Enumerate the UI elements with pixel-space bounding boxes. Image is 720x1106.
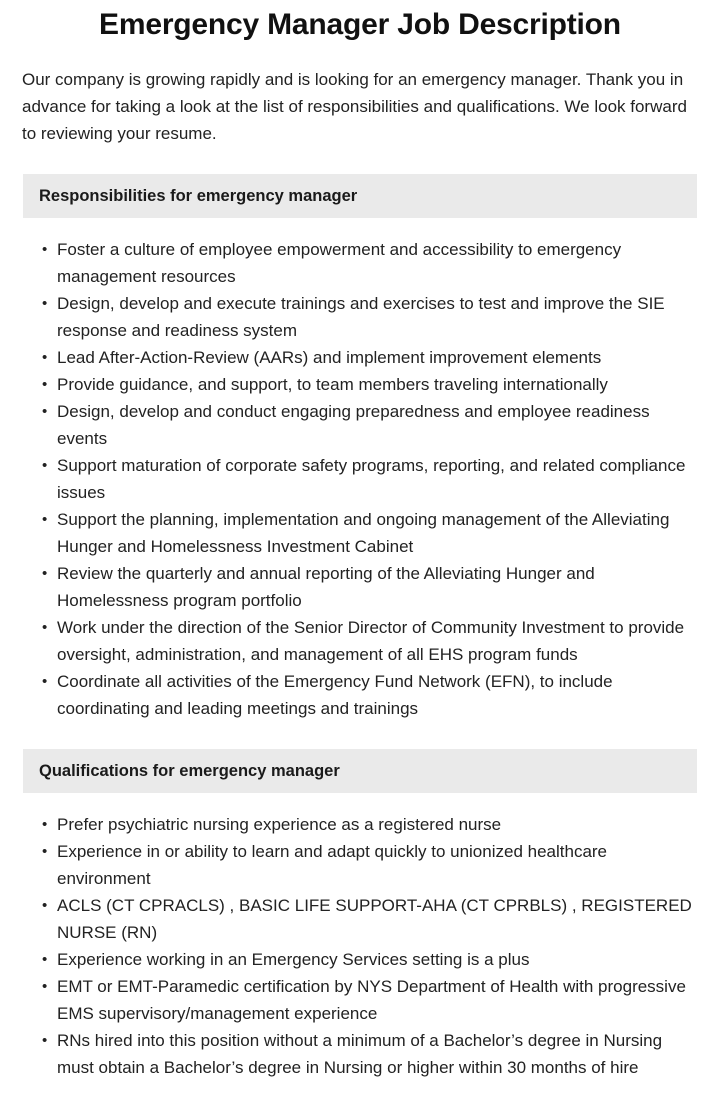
list-item: • Design, develop and execute trainings and exercises to test and improve the SIE response and readiness system xyxy=(22,290,694,344)
list-item: • EMT or EMT-Paramedic certification by NYS Department of Health with progressive EMS supervisory/management experience xyxy=(22,973,694,1027)
qualifications-list xyxy=(0,793,720,1081)
intro-paragraph: Our company is growing rapidly and is looking for an emergency manager. Thank you in advance for taking a look at the list of responsibilities and qualifications. We look forward to reviewing your resume. xyxy=(22,70,687,143)
list-item: • Review the quarterly and annual reporting of the Alleviating Hunger and Homelessness program portfolio xyxy=(22,560,694,614)
responsibilities-list xyxy=(0,218,720,722)
qualifications-section xyxy=(0,749,720,1081)
page-title: Emergency Manager Job Description xyxy=(99,8,621,41)
list-item: • ACLS (CT CPRACLS) , BASIC LIFE SUPPORT-AHA (CT CPRBLS) , REGISTERED NURSE (RN) xyxy=(22,892,694,946)
list-item: • Design, develop and conduct engaging preparedness and employee readiness events xyxy=(22,398,694,452)
list-item: • Foster a culture of employee empowerment and accessibility to emergency management resources xyxy=(22,236,694,290)
list-item: • Work under the direction of the Senior Director of Community Investment to provide oversight, administration, and management of all EHS program funds xyxy=(22,614,694,668)
list-item: • Coordinate all activities of the Emergency Fund Network (EFN), to include coordinating and leading meetings and trainings xyxy=(22,668,694,722)
list-item: • Lead After-Action-Review (AARs) and implement improvement elements xyxy=(22,344,694,371)
list-item: • Provide guidance, and support, to team members traveling internationally xyxy=(22,371,694,398)
list-item: • Experience working in an Emergency Services setting is a plus xyxy=(22,946,694,973)
list-item: • Support maturation of corporate safety programs, reporting, and related compliance issues xyxy=(22,452,694,506)
list-item: • RNs hired into this position without a minimum of a Bachelor’s degree in Nursing must obtain a Bachelor’s degree in Nursing or higher within 30 months of hire xyxy=(22,1027,694,1081)
qualifications-section-heading: Qualifications for emergency manager xyxy=(23,749,697,793)
list-item: • Support the planning, implementation and ongoing management of the Alleviating Hunger and Homelessness Investment Cabinet xyxy=(22,506,694,560)
responsibilities-section xyxy=(0,174,720,722)
list-item: • Prefer psychiatric nursing experience as a registered nurse xyxy=(22,811,694,838)
list-item: • Experience in or ability to learn and adapt quickly to unionized healthcare environment xyxy=(22,838,694,892)
responsibilities-section-heading: Responsibilities for emergency manager xyxy=(23,174,697,218)
